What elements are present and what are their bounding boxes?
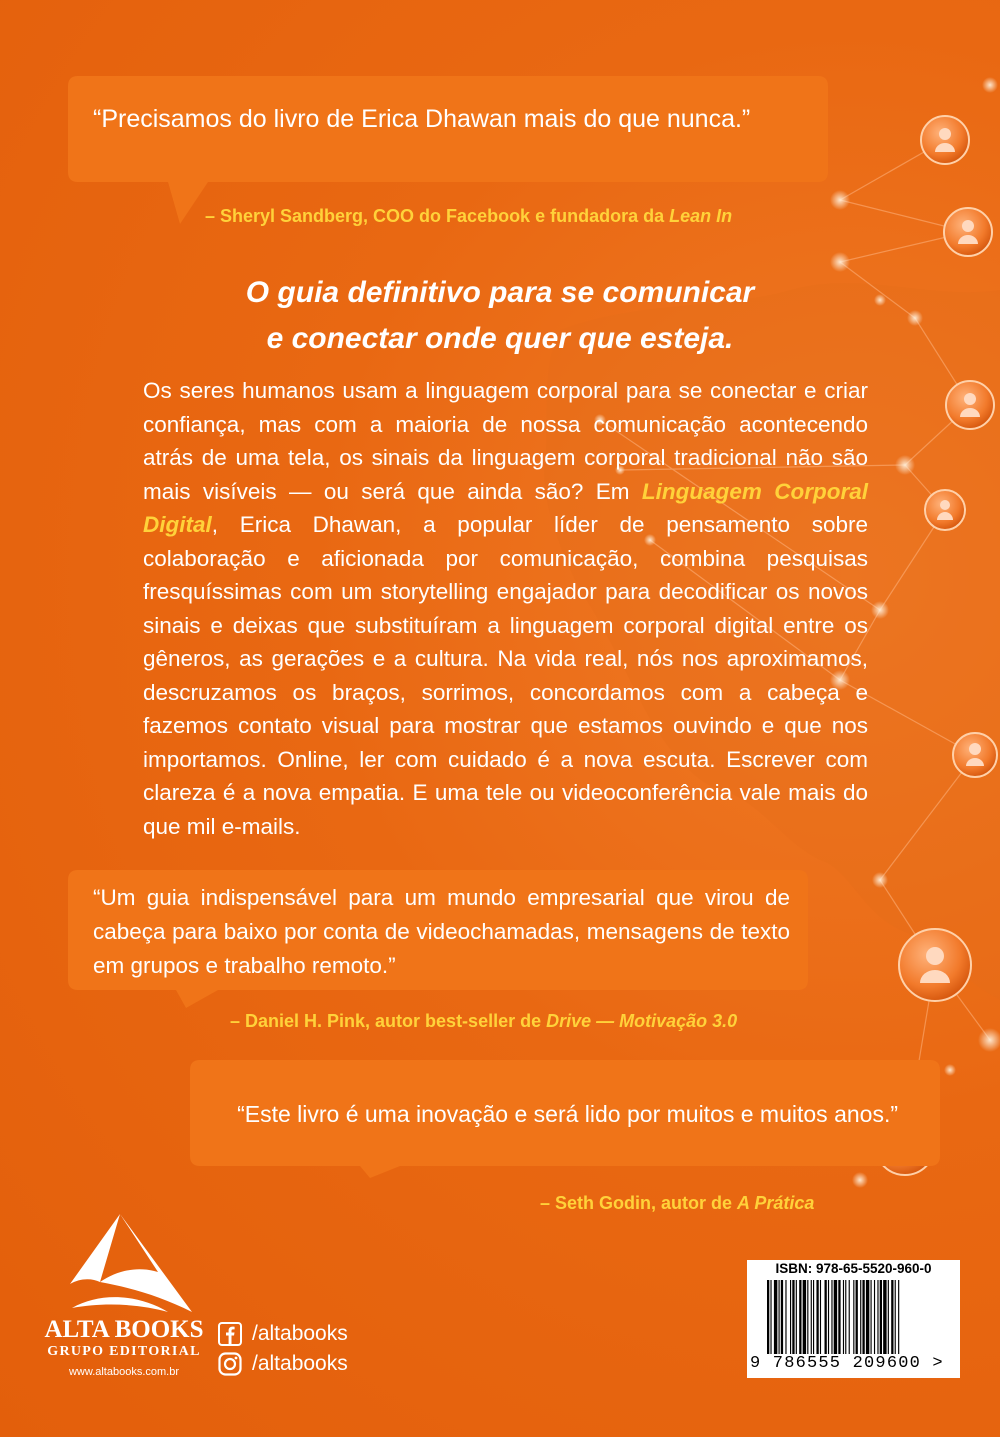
facebook-link[interactable] [218,1320,348,1348]
barcode-bar [816,1280,818,1354]
instagram-handle: /altabooks [252,1352,348,1375]
instagram-icon [218,1352,242,1376]
barcode-bar [891,1280,893,1354]
barcode-bar [799,1280,801,1354]
barcode-bar [838,1280,840,1354]
quote-3-text: “Este livro é uma inovação e será lido por muitos e muitos anos.” [237,1101,898,1127]
barcode-bar [834,1280,837,1354]
barcode-bar [831,1280,832,1354]
isbn-barcode-box [747,1260,960,1378]
barcode-digits: 9 786555 209600 > [750,1354,944,1373]
barcode-bar [785,1280,786,1354]
publisher-subtitle: GRUPO EDITORIAL [47,1344,201,1359]
barcode-bar [866,1280,869,1354]
publisher-url: www.altabooks.com.br [68,1366,180,1378]
barcode-bar [849,1280,850,1354]
barcode-bar [883,1280,886,1354]
barcode-bar [871,1280,872,1354]
book-title-highlight: Linguagem Corporal Digital [143,478,868,537]
quote-2-text: “Um guia indispensável para um mundo empresarial que virou de cabeça para baixo por conta de videochamadas, mensagens de texto em grupos e trabalho remoto.” [93,885,790,978]
barcode-bar [877,1280,878,1354]
barcode-bar [813,1280,814,1354]
barcode-bar [820,1280,821,1354]
barcode [767,1280,943,1354]
barcode-bar [779,1280,780,1354]
barcode-bar [862,1280,864,1354]
quote-2-author: – Daniel H. Pink, autor best-seller de Drive — Motivação 3.0 [230,1011,738,1031]
barcode-bar [807,1280,808,1354]
instagram-link[interactable] [218,1350,348,1378]
barcode-bar [845,1280,846,1354]
isbn-label: ISBN: 978-65-5520-960-0 [775,1261,932,1276]
barcode-bar [770,1280,771,1354]
quote-1-text: “Precisamos do livro de Erica Dhawan mais do que nunca.” [93,105,751,133]
barcode-bar [796,1280,797,1354]
barcode-bar [803,1280,806,1354]
barcode-bar [898,1280,899,1354]
headline-line-2: e conectar onde quer que esteja. [266,322,734,355]
facebook-icon [218,1322,242,1346]
headline [180,270,820,362]
barcode-bar [774,1280,777,1354]
barcode-bar [825,1280,827,1354]
barcode-bar [811,1280,812,1354]
barcode-bar [880,1280,882,1354]
barcode-bar [828,1280,829,1354]
barcode-bar [874,1280,875,1354]
quote-1-author: – Sheryl Sandberg, COO do Facebook e fundadora da Lean In [205,206,733,226]
quote-3-author: – Seth Godin, autor de A Prática [540,1193,815,1213]
barcode-bar [860,1280,861,1354]
barcode-bar [781,1280,783,1354]
headline-line-1: O guia definitivo para se comunicar [245,276,755,309]
barcode-bar [853,1280,854,1354]
barcode-bar [792,1280,794,1354]
barcode-bar [856,1280,858,1354]
barcode-bar [888,1280,889,1354]
barcode-bar [790,1280,791,1354]
barcode-bar [843,1280,844,1354]
facebook-handle: /altabooks [252,1322,348,1345]
publisher-name: ALTA BOOKS [44,1316,204,1343]
alta-books-logo-icon [40,1212,210,1317]
barcode-bar [767,1280,769,1354]
body-paragraph: Os seres humanos usam a linguagem corporal para se conectar e criar confiança, mas com a maioria de nossa comunicação acontecendo atrás de uma tela, os sinais da linguagem corporal tradicional não são mais visíveis — ou será que ainda são? Em Linguagem Corporal Digital, Erica Dhawan, a popular líder de pensamento sobre colaboração e aficionada por comunicação, combina pesquisas fresquíssimas com um storytelling engajador para decodificar os novos sinais e deixas que substituíram a linguagem corporal digital entre os gêneros, as gerações e a cultura. Na vida real, nós nos aproximamos, descruzamos os braços, sorrimos, concordamos com a cabeça e fazemos contato visual para mostrar que estamos ouvindo e que nos importamos. Online, ler com cuidado é a nova escuta. Escrever com clareza é a nova empatia. E uma tele ou videoconferência vale mais do que mil e-mails. [143,378,868,839]
barcode-bar [895,1280,896,1354]
